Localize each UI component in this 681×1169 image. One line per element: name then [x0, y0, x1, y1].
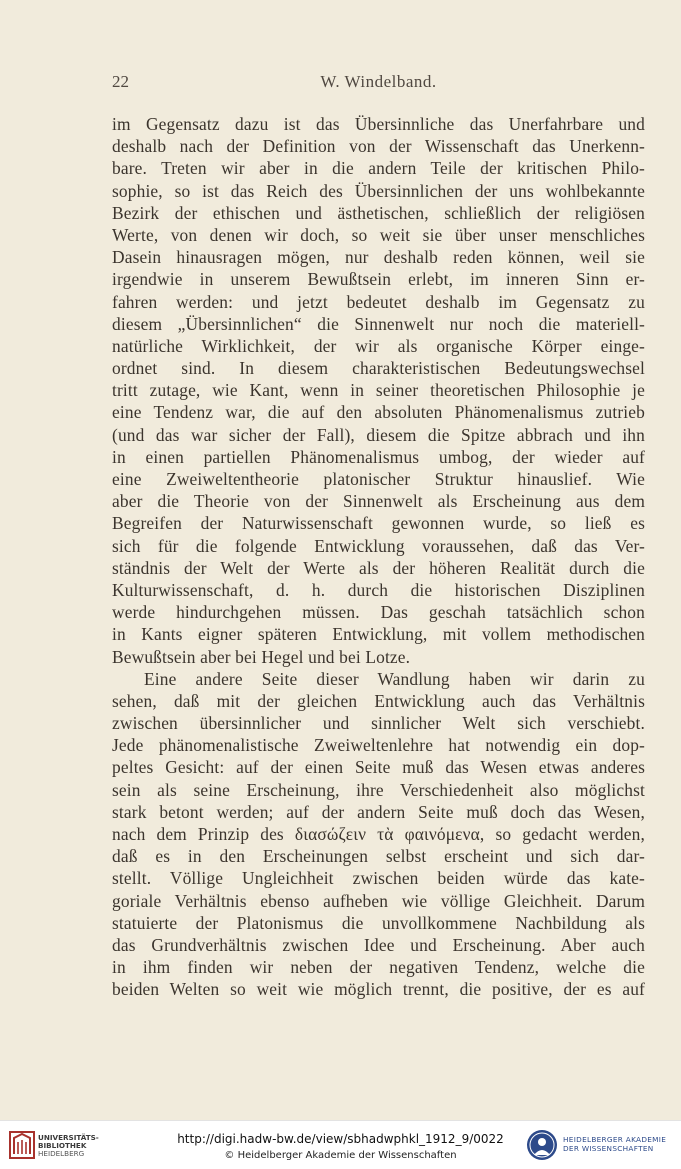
copyright-notice: © Heidelberger Akademie der Wissenschaften — [224, 1150, 457, 1161]
page-number: 22 — [112, 72, 129, 91]
text-line: deshalb nach der Definition von der Wissenschaft das Unerkenn- — [112, 136, 645, 157]
text-line: Bewußtsein aber bei Hegel und bei Lotze. — [112, 646, 411, 667]
text-line: daß es in den Erscheinungen selbst erscheint und sich dar- — [112, 846, 645, 867]
page-header — [112, 72, 645, 96]
text-line: Kulturwissenschaft, d. h. durch die historischen Disziplinen — [112, 579, 645, 600]
text-line: bare. Treten wir aber in die andern Teile der kritischen Philo- — [112, 158, 645, 179]
text-line: beiden Welten so weit wie möglich trennt, die positive, der es auf — [112, 979, 645, 1000]
permalink-url[interactable]: http://digi.hadw-bw.de/view/sbhadwphkl_1912_9/0022 — [177, 1132, 504, 1146]
ub-line-2: BIBLIOTHEK — [38, 1141, 87, 1150]
academy-seal-icon[interactable] — [526, 1129, 558, 1161]
viewer-footer — [0, 1120, 681, 1169]
text-line: tritt zutage, wie Kant, wenn in seiner theoretischen Philosophie je — [112, 380, 645, 401]
text-line: peltes Gesicht: auf der einen Seite muß das Wesen etwas anderes — [112, 757, 645, 778]
text-line: Bezirk der ethischen und ästhetischen, schließlich der religiösen — [112, 202, 645, 223]
text-line: in Kants eigner späteren Entwicklung, mit vollem methodischen — [112, 624, 645, 645]
running-head: W. Windelband. — [320, 72, 437, 91]
text-line: Eine andere Seite dieser Wandlung haben wir darin zu — [144, 668, 645, 689]
text-line: nach dem Prinzip des διασώζειν τὰ φαινόμενα, so gedacht werden, — [112, 824, 645, 844]
text-line: eine Zweiweltentheorie platonischer Struktur hinauslief. Wie — [112, 469, 645, 489]
ub-line-3: HEIDELBERG — [38, 1149, 85, 1158]
text-line: werde hindurchgehen müssen. Das geschah tatsächlich schon — [112, 602, 645, 623]
text-line: sehen, daß mit der gleichen Entwicklung auch das Verhältnis — [112, 690, 645, 711]
text-line: sein als seine Erscheinung, ihre Verschiedenheit also möglichst — [112, 779, 645, 800]
text-line: Jede phänomenalistische Zweiweltenlehre hat notwendig ein dop- — [112, 735, 645, 756]
text-line: das Grundverhältnis zwischen Idee und Erscheinung. Aber auch — [112, 934, 645, 955]
text-line: fahren werden: und jetzt bedeutet deshalb im Gegensatz zu — [112, 291, 645, 312]
text-line: in einen partiellen Phänomenalismus umbog, der wieder auf — [112, 446, 645, 467]
text-line: eine Tendenz war, die auf den absoluten Phänomenalismus zutrieb — [112, 402, 645, 423]
text-line: ordnet sind. In diesem charakteristischen Bedeutungswechsel — [112, 358, 645, 379]
text-line: aber die Theorie von der Sinnenwelt als Erscheinung aus dem — [112, 491, 645, 512]
academy-line-1: HEIDELBERGER AKADEMIE — [563, 1135, 667, 1144]
text-line: irgendwie in unserem Bewußtsein erlebt, im inneren Sinn er- — [112, 269, 645, 290]
text-line: Werte, von denen wir doch, so weit sie über unser menschliches — [112, 224, 645, 245]
text-line: natürliche Wirklichkeit, der wir als organische Körper einge- — [112, 335, 645, 356]
text-line: Dasein hinausragen mögen, nur deshalb reden können, weil sie — [112, 247, 645, 268]
academy-name[interactable] — [563, 1135, 666, 1153]
text-line: stellt. Völlige Ungleichheit zwischen beiden würde das kate- — [112, 868, 645, 889]
text-line: zwischen übersinnlicher und sinnlicher Welt sich verschiebt. — [112, 713, 645, 734]
text-line: im Gegensatz dazu ist das Übersinnliche das Unerfahrbare und — [112, 114, 645, 134]
ub-line-1: UNIVERSITÄTS- — [38, 1133, 99, 1142]
academy-line-2: DER WISSENSCHAFTEN — [563, 1144, 654, 1153]
text-line: sich für die folgende Entwicklung voraussehen, daß das Ver- — [112, 535, 645, 556]
text-line: ständnis der Welt der Werte als der höheren Realität durch die — [112, 557, 645, 578]
text-line: (und das war sicher der Fall), diesem die Spitze abbrach und ihn — [112, 424, 645, 445]
text-line: goriale Verhältnis ebenso aufheben wie völlige Gleichheit. Darum — [112, 890, 645, 911]
text-line: statuierte der Platonismus die unvollkommene Nachbildung als — [112, 912, 645, 933]
text-line: in ihm finden wir neben der negativen Tendenz, welche die — [112, 957, 645, 978]
body-text — [112, 113, 645, 1001]
text-line: sophie, so ist das Reich des Übersinnlichen der uns wohlbekannte — [112, 180, 645, 201]
text-line: diesem „Übersinnlichen“ die Sinnenwelt nur noch die materiell- — [112, 313, 645, 334]
text-line: Begreifen der Naturwissenschaft gewonnen wurde, so ließ es — [112, 513, 645, 534]
text-line: stark betont werden; auf der andern Seite muß doch das Wesen, — [112, 801, 645, 822]
